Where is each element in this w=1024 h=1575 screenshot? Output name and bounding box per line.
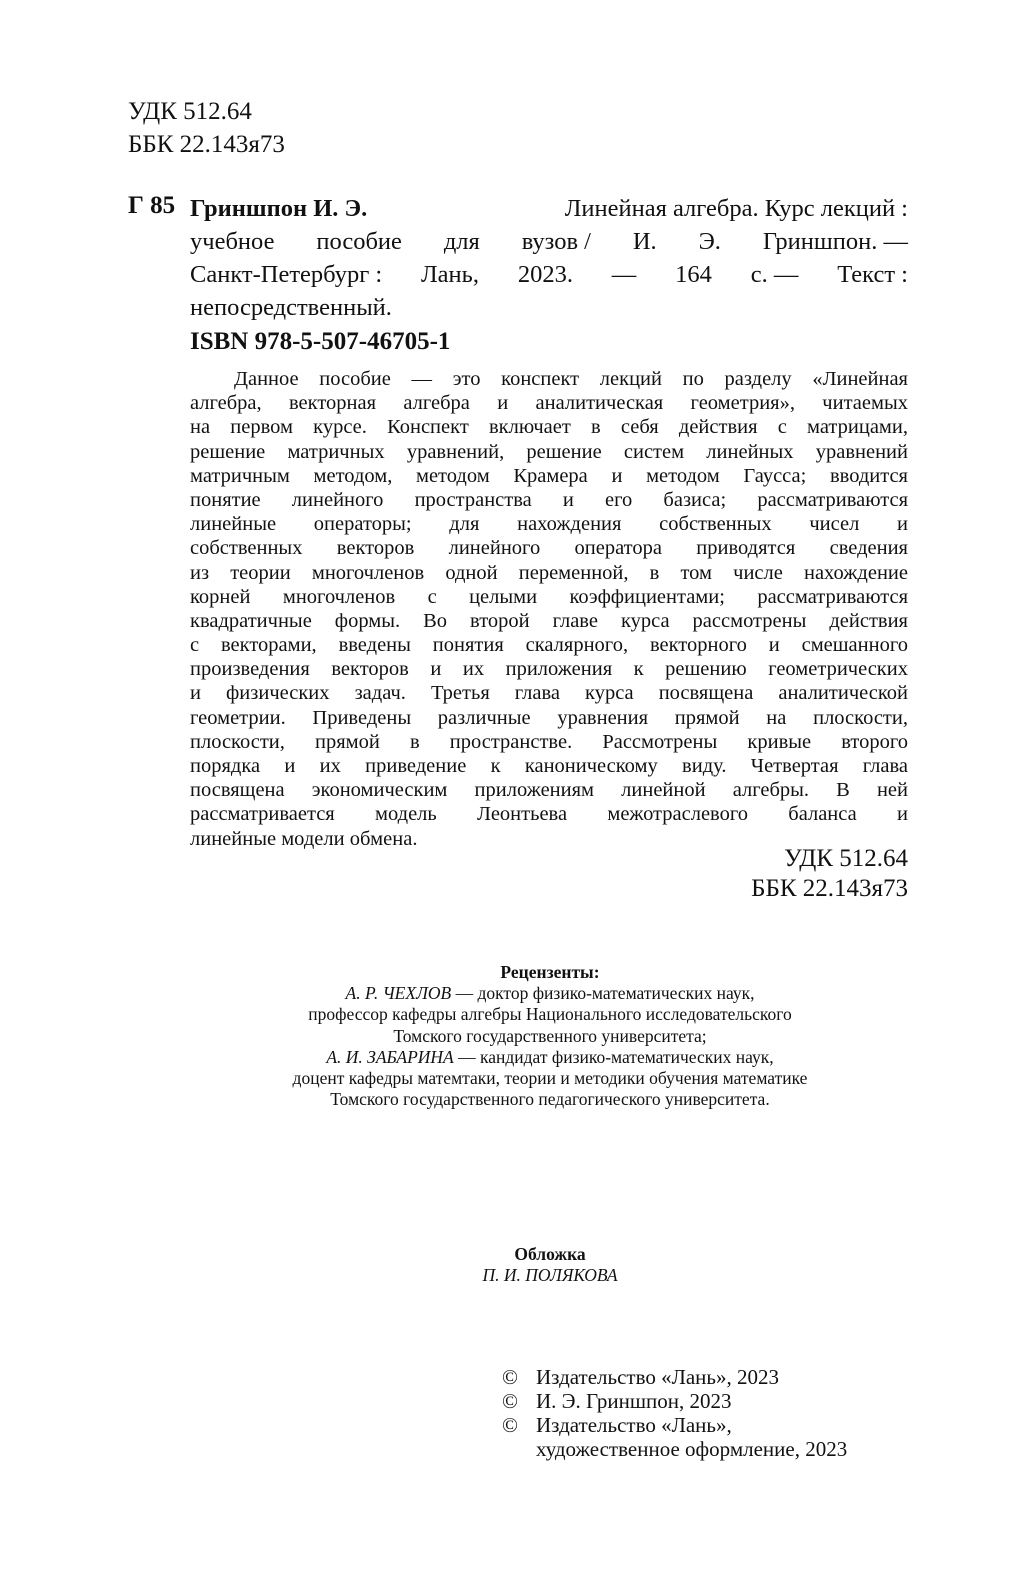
- annotation-line: из теории многочленов одной переменной, в том числе нахождение: [190, 561, 908, 584]
- copyright-icon: ©: [502, 1413, 518, 1437]
- biblio-word: Лань,: [421, 261, 479, 288]
- copyright-text: художественное оформление, 2023: [536, 1437, 848, 1461]
- annotation-line: Данное пособие — это конспект лекций по разделу «Линейная: [234, 368, 908, 390]
- biblio-line-4: непосредственный.: [190, 294, 392, 321]
- biblio-word: 2023.: [517, 261, 573, 288]
- biblio-line-1: [190, 192, 908, 225]
- author-mark: Г 85: [128, 192, 176, 219]
- biblio-word: учебное: [190, 228, 275, 255]
- reviewer-2-name: А. И. ЗАБАРИНА: [326, 1046, 454, 1067]
- biblio-word: Гриншпон. —: [762, 228, 908, 255]
- author-name: Гриншпон И. Э.: [190, 195, 368, 222]
- reviewer-1-line-2: профессор кафедры алгебры Национального исследовательского: [308, 1004, 792, 1025]
- reviewer-2-line-2: доцент кафедры матемтаки, теории и методики обучения математике: [292, 1068, 808, 1089]
- annotation-line: квадратичные формы. Во второй главе курса рассмотрены действия: [190, 609, 908, 632]
- annotation-line: порядка и их приведение к каноническому виду. Четвертая глава: [190, 755, 908, 777]
- annotation-line: плоскости, прямой в пространстве. Рассмотрены кривые второго: [190, 730, 908, 753]
- biblio-word: для: [443, 228, 480, 255]
- biblio-word: пособие: [316, 228, 402, 255]
- cover-heading: Обложка: [514, 1244, 586, 1264]
- reviewer-1-line-3: Томского государственного университета;: [393, 1025, 707, 1046]
- udk-bottom: УДК 512.64: [784, 845, 908, 872]
- cover-credit: [380, 1244, 720, 1286]
- annotation-line: произведения векторов и их приложения к решению геометрических: [190, 658, 908, 681]
- annotation-line: понятие линейного пространства и его базиса; рассматриваются: [190, 488, 908, 511]
- biblio-word: Текст :: [837, 261, 908, 288]
- annotation-line: и физических задач. Третья глава курса посвящена аналитической: [190, 682, 908, 705]
- bbk-bottom: ББК 22.143я73: [751, 875, 908, 902]
- biblio-word: И.: [632, 228, 657, 255]
- annotation-line: рассматривается модель Леонтьева межотраслевого баланса и: [190, 803, 908, 826]
- reviewer-2-line-3: Томского государственного педагогического университета.: [330, 1089, 770, 1110]
- copyright-line-1: [502, 1365, 847, 1389]
- biblio-word: 164: [675, 261, 712, 288]
- copyright-icon: ©: [502, 1365, 518, 1389]
- copyright-line-2: [502, 1389, 847, 1413]
- biblio-word: Санкт-Петербург :: [190, 261, 383, 288]
- copyright-line-4: [502, 1437, 847, 1461]
- isbn: ISBN 978-5-507-46705-1: [190, 328, 451, 355]
- biblio-line-2: [190, 225, 908, 258]
- reviewers-heading: Рецензенты:: [500, 962, 600, 982]
- biblio-word: с. —: [750, 261, 799, 288]
- copyright-indent: [502, 1437, 536, 1461]
- copyright-text: Издательство «Лань»,: [536, 1413, 732, 1437]
- copyright-block: [502, 1365, 847, 1461]
- copyright-text: И. Э. Гриншпон, 2023: [536, 1389, 732, 1413]
- cover-artist: П. И. ПОЛЯКОВА: [482, 1265, 618, 1285]
- reviewer-1-degree: — доктор физико-математических наук,: [451, 983, 755, 1004]
- reviewer-1-name: А. Р. ЧЕХЛОВ: [345, 983, 452, 1004]
- copyright-icon: ©: [502, 1389, 518, 1413]
- annotation-line: матричным методом, методом Крамера и методом Гаусса; вводится: [190, 464, 908, 487]
- annotation-line: решение матричных уравнений, решение систем линейных уравнений: [190, 440, 908, 463]
- annotation-line: алгебра, векторная алгебра и аналитическая геометрия», читаемых: [190, 392, 908, 415]
- reviewer-2-degree: — кандидат физико-математических наук,: [453, 1046, 774, 1067]
- annotation-line: с векторами, введены понятия скалярного, векторного и смешанного: [190, 634, 908, 657]
- annotation-line: линейные операторы; для нахождения собственных чисел и: [190, 513, 908, 536]
- reviewers-block: [180, 962, 920, 1110]
- reviewer-2-line-1: [180, 1047, 920, 1068]
- udk-top: УДК 512.64: [128, 98, 252, 125]
- bibliographic-record: [190, 192, 908, 324]
- annotation-line: на первом курсе. Конспект включает в себя действия с матрицами,: [190, 416, 908, 439]
- annotation-line: линейные модели обмена.: [190, 827, 418, 850]
- biblio-word: вузов /: [521, 228, 591, 255]
- reviewer-1-line-1: [180, 983, 920, 1004]
- annotation-line: корней многочленов с целыми коэффициентами; рассматриваются: [190, 585, 908, 608]
- biblio-line-3: [190, 258, 908, 291]
- annotation-line: посвящена экономическим приложениям линейной алгебры. В ней: [190, 779, 908, 802]
- copyright-text: Издательство «Лань», 2023: [536, 1365, 779, 1389]
- annotation-line: собственных векторов линейного оператора приводятся сведения: [190, 537, 908, 560]
- annotation: [190, 367, 908, 851]
- biblio-word: —: [611, 261, 637, 288]
- annotation-line: геометрии. Приведены различные уравнения прямой на плоскости,: [190, 706, 908, 729]
- book-title: Линейная алгебра. Курс лекций :: [564, 195, 908, 222]
- bbk-top: ББК 22.143я73: [128, 131, 285, 158]
- biblio-word: Э.: [698, 228, 721, 255]
- copyright-line-3: [502, 1413, 847, 1437]
